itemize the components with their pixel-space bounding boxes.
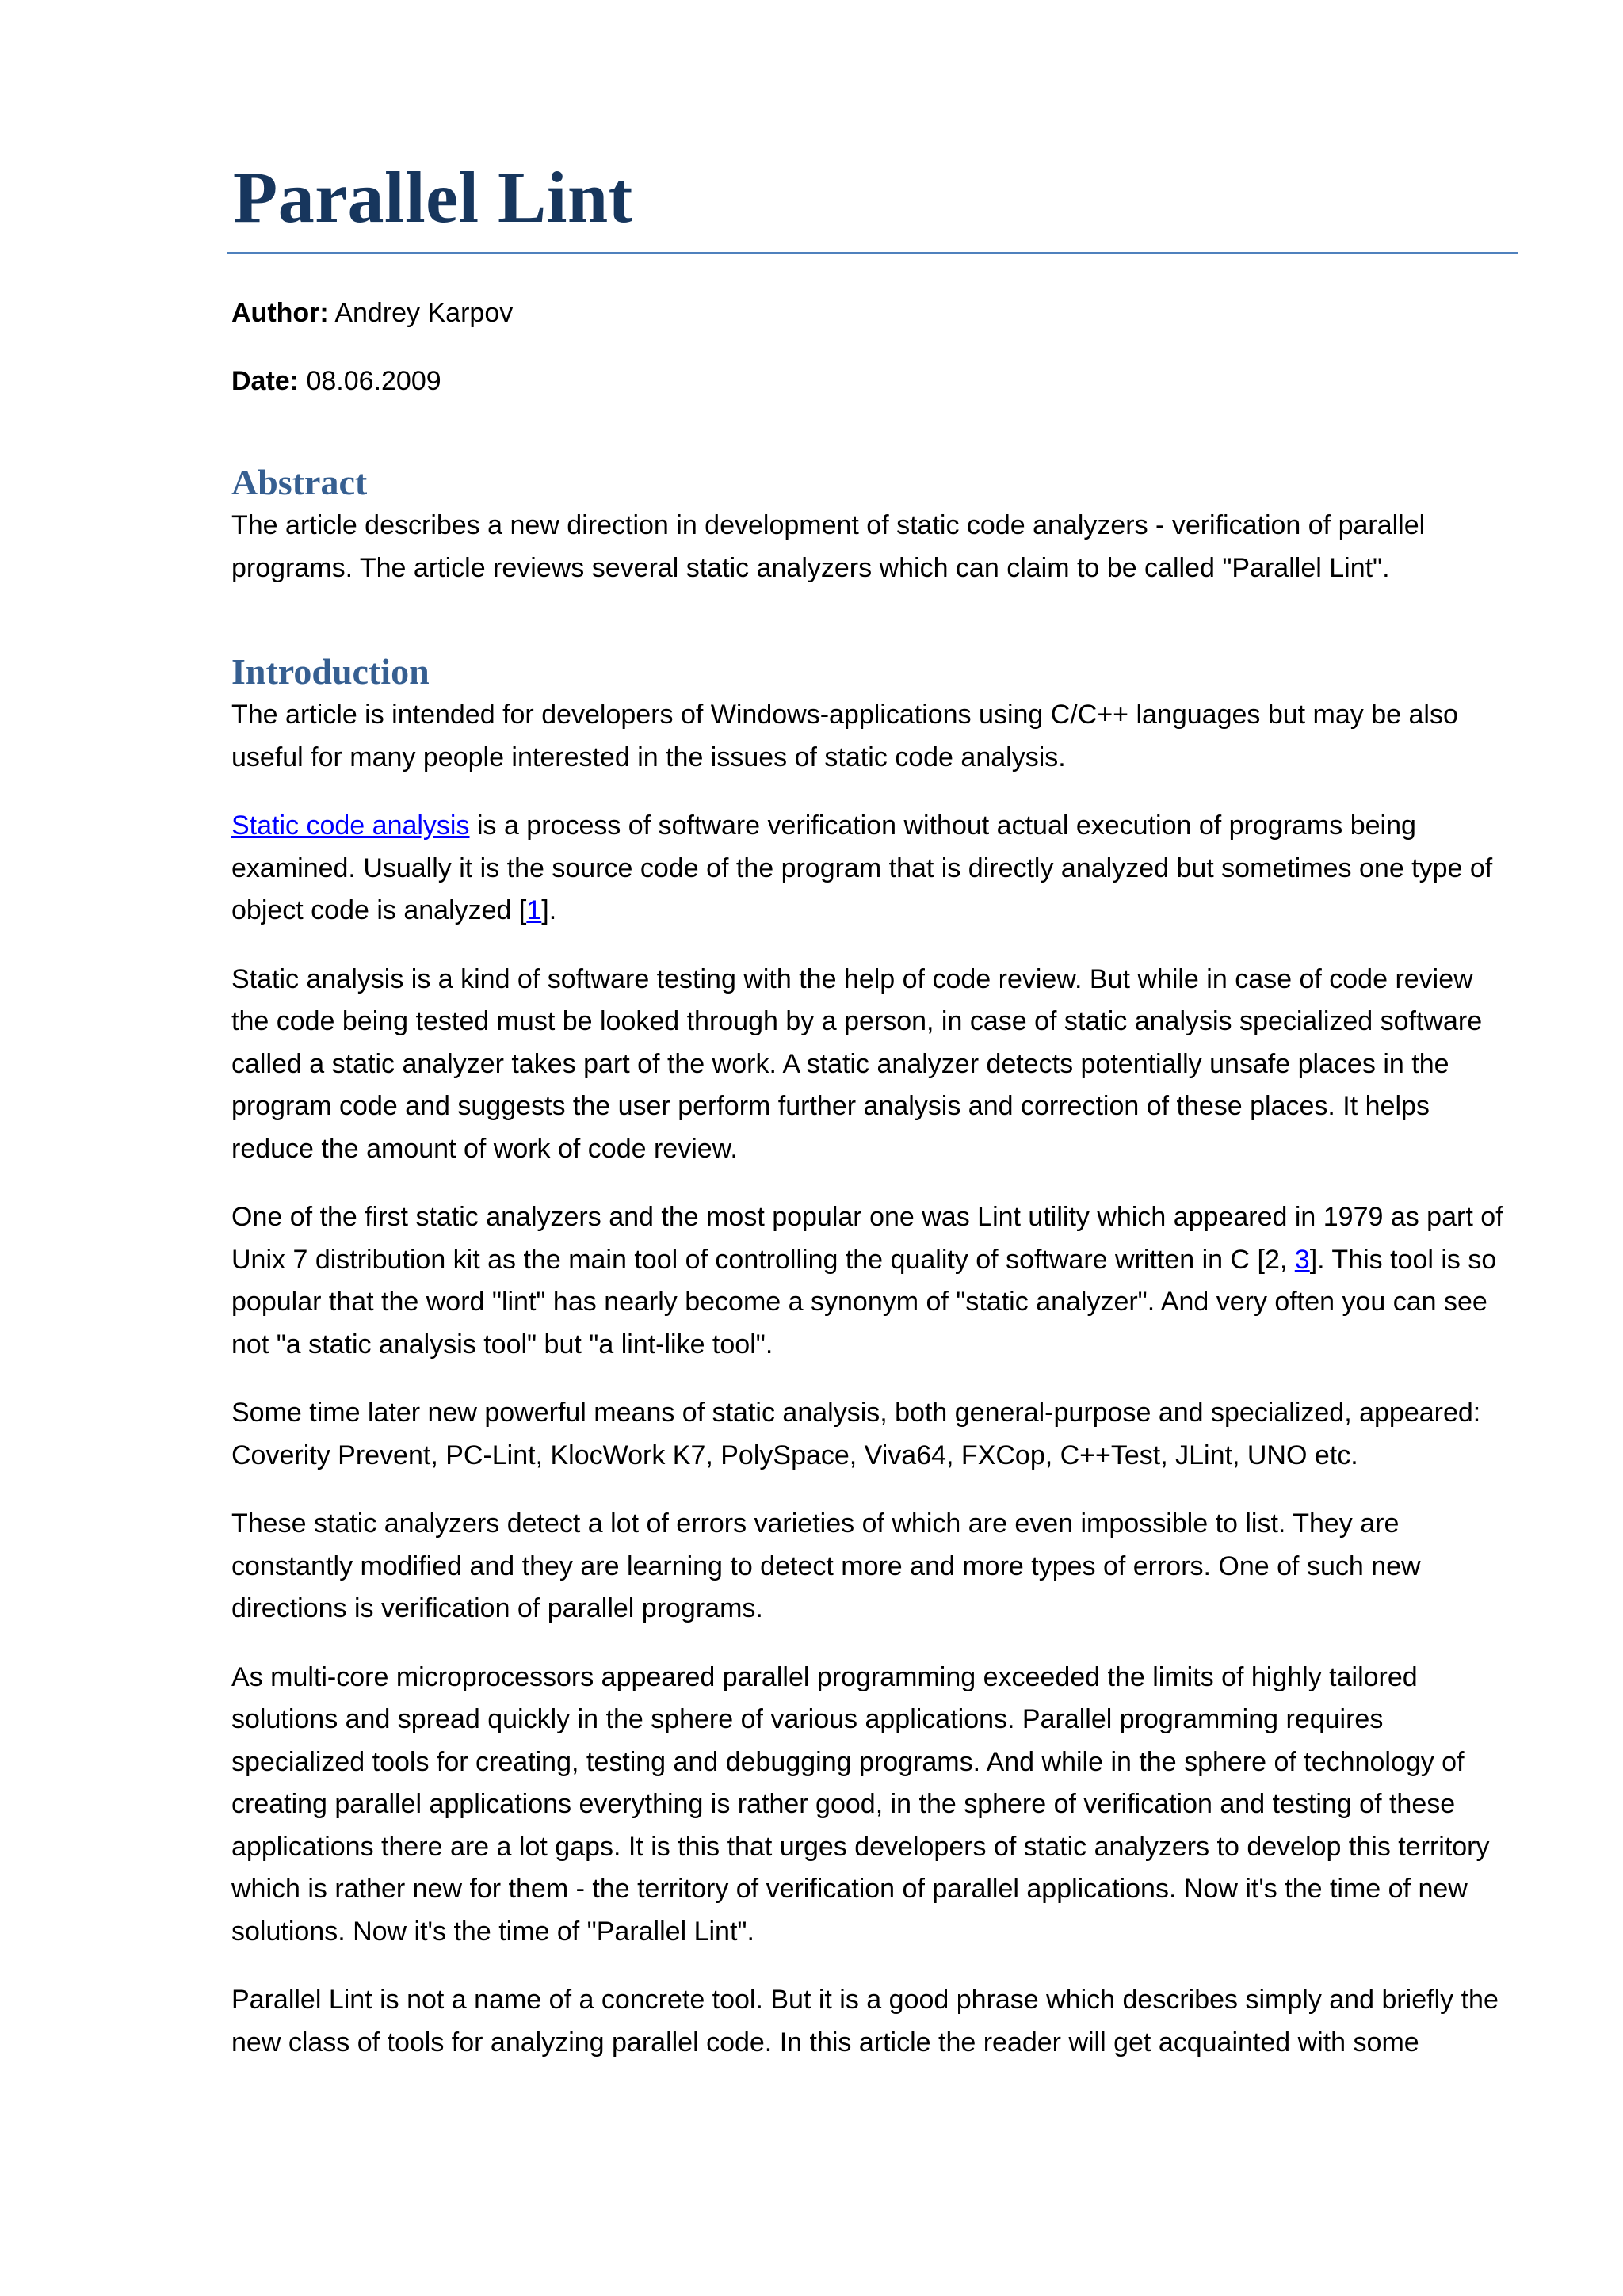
intro-paragraph-7: As multi-core microprocessors appeared parallel programming exceeded the limits of highly tailored solutions and spread quickly in the sphere of various applications. Parallel programming requires specialized tools for creating, testing and debugging programs. And while in the sphere of technology of creating parallel applications everything is rather good, in the sphere of verification and testing of these applications there are a lot gaps. It is this that urges developers of static analyzers to develop this territory which is rather new for them - the territory of verification of parallel applications. Now it's the time of new solutions. Now it's the time of "Parallel Lint". [231, 1661, 1490, 1947]
intro-paragraph-5: Some time later new powerful means of static analysis, both general-purpose and specialized, appeared: Coverity Prevent, PC-Lint, KlocWork K7, PolySpace, Viva64, FXCop, C++Test, JLint, UNO etc. [231, 1398, 1481, 1470]
date-value: 08.06.2009 [306, 366, 441, 396]
intro-paragraph-1: The article is intended for developers of Windows-applications using C/C++ languages but may be also useful for many people interested in the issues of static code analysis. [231, 700, 1458, 772]
intro-paragraph-6: These static analyzers detect a lot of errors varieties of which are even impossible to list. They are constantly modified and they are learning to detect more and more types of errors. One of such new directions is verification of parallel programs. [231, 1508, 1421, 1623]
abstract-paragraph: The article describes a new direction in development of static code analyzers - verification of parallel programs. The article reviews several static analyzers which can claim to be called "Parallel Lint". [231, 510, 1426, 583]
intro-paragraph-2-text-b: ]. [541, 895, 557, 925]
intro-paragraph-4 [231, 1196, 1514, 1366]
intro-paragraph-2-text-a: is a process of software verification without actual execution of programs being examined. Usually it is the source code of the program that is directly analyzed but sometimes one type of object code is analyzed [ [231, 810, 1493, 925]
date-line [231, 362, 1514, 400]
title-underline-divider [227, 252, 1518, 254]
intro-paragraph-2 [231, 805, 1514, 933]
author-label: Author: [231, 298, 329, 328]
document-page [231, 151, 1514, 2064]
page-title: Parallel Lint [233, 157, 633, 238]
intro-paragraph-3: Static analysis is a kind of software testing with the help of code review. But while in case of code review the code being tested must be looked through by a person, in case of static analysis specialized software called a static analyzer takes part of the work. A static analyzer detects potentially unsafe places in the program code and suggests the user perform further analysis and correction of these places. It helps reduce the amount of work of code review. [231, 963, 1483, 1164]
intro-paragraph-8: Parallel Lint is not a name of a concrete tool. But it is a good phrase which describes simply and briefly the new class of tools for analyzing parallel code. In this article the reader will get acquainted with some [231, 1985, 1499, 2058]
intro-paragraph-4-text-b: ]. This tool is so popular that the word "lint" has nearly become a synonym of "static analyzer". And very often you can see not "a static analysis tool" but "a lint-like tool". [231, 1244, 1497, 1360]
date-label: Date: [231, 366, 300, 396]
reference-1-link[interactable]: 1 [526, 895, 542, 925]
author-line [231, 294, 1514, 332]
reference-3-link[interactable]: 3 [1294, 1244, 1310, 1275]
introduction-heading: Introduction [231, 651, 430, 692]
static-code-analysis-link[interactable]: Static code analysis [231, 810, 470, 841]
abstract-heading: Abstract [231, 462, 368, 502]
author-name: Andrey Karpov [334, 298, 514, 328]
intro-paragraph-4-text-a: One of the first static analyzers and the most popular one was Lint utility which appeared in 1979 as part of Unix 7 distribution kit as the main tool of controlling the quality of software written in C [2, [231, 1202, 1503, 1275]
